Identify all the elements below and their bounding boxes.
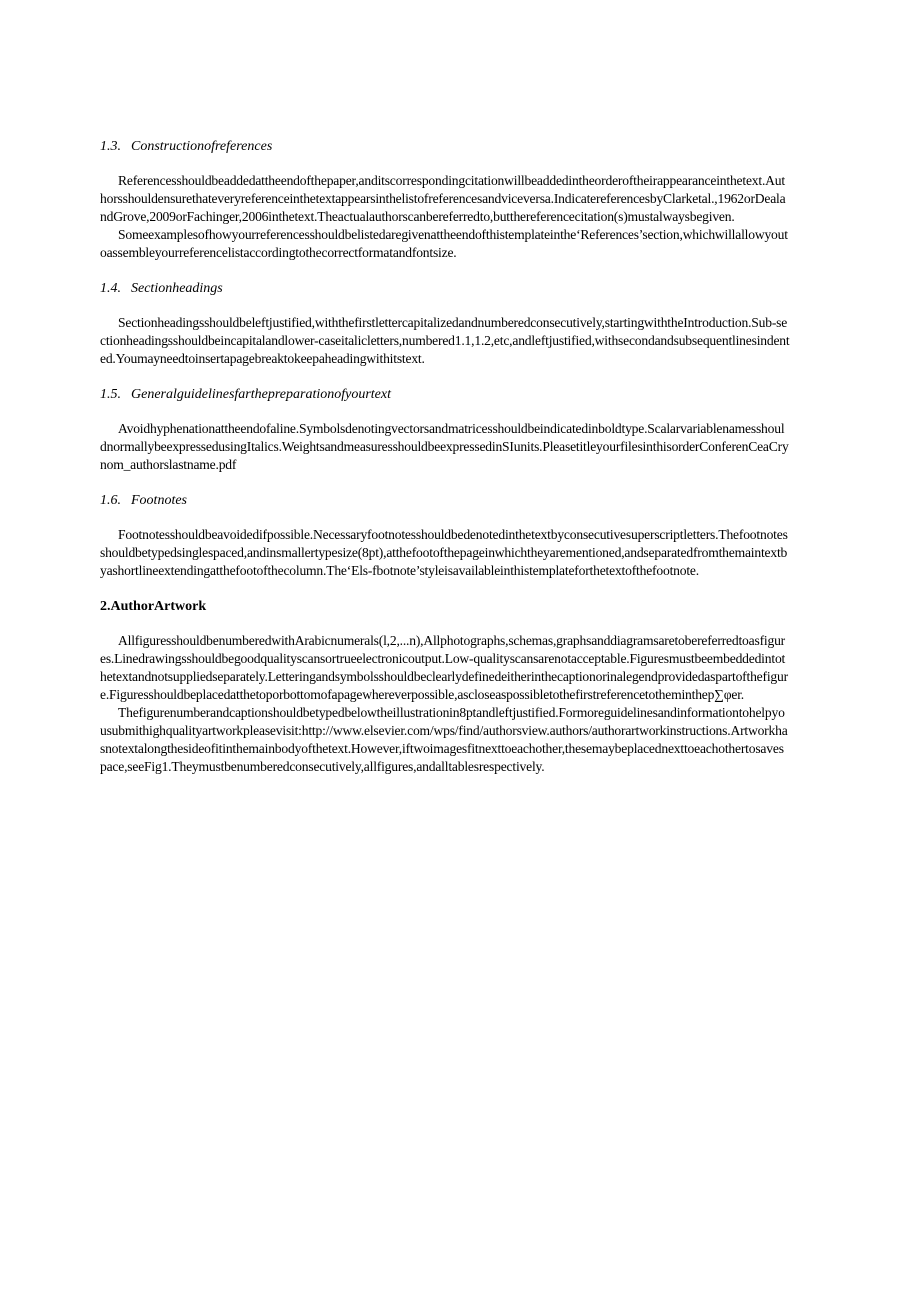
section-heading [100, 280, 790, 298]
section-heading [100, 386, 790, 404]
document-page [100, 138, 790, 776]
section-number: 1.3. [100, 139, 121, 154]
section-construction-of-references [100, 138, 790, 262]
section-title: Generalguidelinesfarthepreparationofyourtext [131, 387, 391, 402]
main-section-heading: 2.AuthorArtwork [100, 599, 207, 614]
body-paragraph: Footnotesshouldbeavoidedifpossible.Necessaryfootnotesshouldbedenotedinthetextbyconsecutivesuperscriptletters.Thefootnotesshouldbetypedsinglespaced,andinsmallertypesize(8pt),atthefootofthepageinwhichtheyarementioned,andseparatedfromthemaintextbyashortlineextendingatthefootofthecolumn.The‘Els-fbotnote’styleisavailableinthistemplateforthetextofthefootnote. [100, 527, 788, 578]
body-paragraph: Sectionheadingsshouldbeleftjustified,withthefirstlettercapitalizedandnumberedconsecutively,startingwiththeIntroduction.Sub-sectionheadingsshouldbeincapitalandlower-caseitalicletters,numbered1.1,1.2,etc,andleftjustified,withsecondandsubsequentlinesindented.Youmayneedtoinsertapagebreaktokeepaheadingwithitstext. [100, 315, 790, 366]
section-number: 1.5. [100, 387, 121, 402]
section-heading [100, 492, 790, 510]
section-number: 1.4. [100, 281, 121, 296]
body-paragraph: AllfiguresshouldbenumberedwithArabicnumerals(l,2,...n),Allphotographs,schemas,graphsanddiagramsaretobereferredtoasfigures.Linedrawingsshouldbegoodqualityscansortrueelectronicoutput.Low-qualityscansarenotacceptable.Figuresmustbeembeddedintothetextandnotsuppliedseparately.Letteringandsymbolsshouldbeclearlydefinedeitherinthecaptionorinalegendprovidedaspartofthefigure.Figuresshouldbeplacedatthetoporbottomofapagewhereverpossible,ascloseaspossibletothefirstreferencetotheminthep∑φer. [100, 633, 788, 702]
body-paragraph: Referencesshouldbeaddedattheendofthepaper,anditscorrespondingcitationwillbeaddedintheorderoftheirappearanceinthetext.Authorsshouldensurethateveryreferenceinthetextappearsinthelistofreferencesandviceversa.IndicatereferencesbyClarketal.,1962orDealandGrove,2009orFachinger,2006inthetext.Theactualauthorscanbereferredto,butthereferencecitation(s)mustalwaysbegiven. [100, 173, 786, 224]
body-paragraph: Someexamplesofhowyourreferencesshouldbelistedaregivenattheendofthistemplateinthe‘References’section,whichwillallowyoutoassembleyourreferencelistaccordingtothecorrectformatandfontsize. [100, 227, 788, 260]
section-title: Footnotes [131, 493, 187, 508]
section-number: 1.6. [100, 493, 121, 508]
section-footnotes [100, 492, 790, 580]
section-author-artwork [100, 598, 790, 776]
section-title: Constructionofreferences [131, 139, 273, 154]
section-general-guidelines [100, 386, 790, 474]
section-title: Sectionheadings [131, 281, 223, 296]
body-paragraph: Thefigurenumberandcaptionshouldbetypedbelowtheillustrationin8ptandleftjustified.Formoreguidelinesandinformationtohelpyousubmithighqualityartworkpleasevisit:http://www.elsevier.com/wps/find/authorsview.authors/authorartworkinstructions.Artworkhasnotextalongthesideofitinthemainbodyofthetext.However,iftwoimagesfitnexttoeachother,thesemaybeplacednexttoeachothertosavespace,seeFig1.Theymustbenumberedconsecutively,allfigures,andalltablesrespectively. [100, 705, 788, 774]
body-paragraph: Avoidhyphenationattheendofaline.Symbolsdenotingvectorsandmatricesshouldbeindicatedinboldtype.ScalarvariablenamesshouldnormallybeexpressedusingItalics.WeightsandmeasuresshouldbeexpressedinSIunits.PleasetitleyourfilesinthisorderConferenCeaCrynom_authorslastname.pdf [100, 421, 789, 472]
section-section-headings [100, 280, 790, 368]
section-heading [100, 138, 790, 156]
